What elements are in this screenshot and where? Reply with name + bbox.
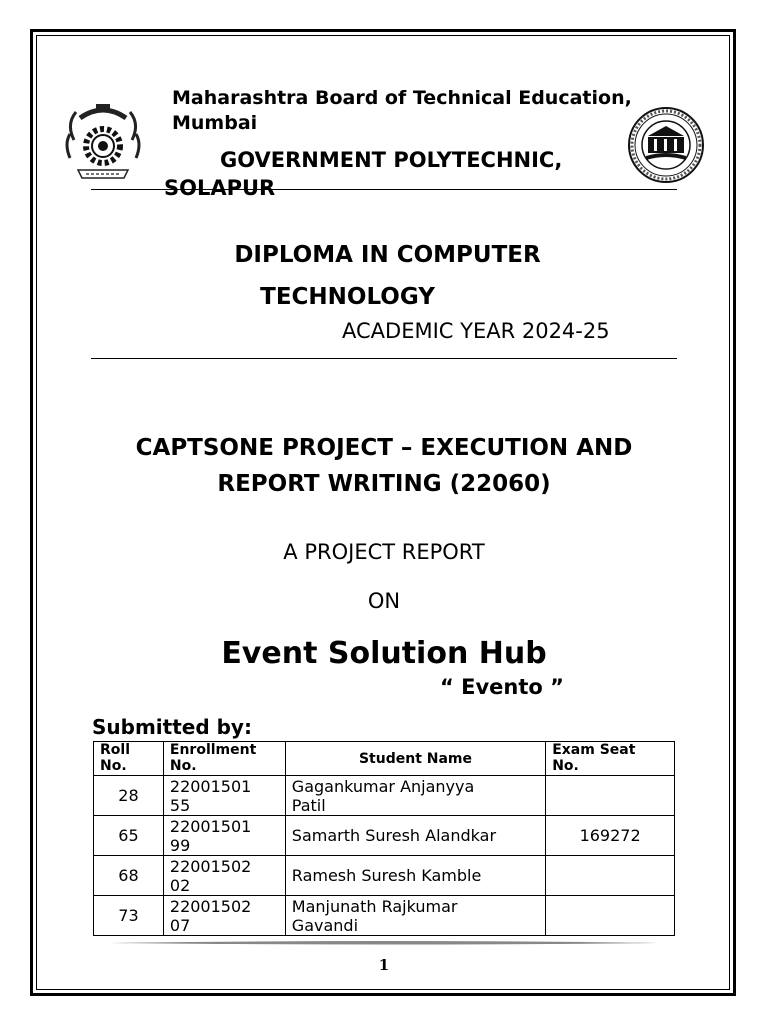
program-title-line2: TECHNOLOGY xyxy=(260,284,435,310)
header-student-name: Student Name xyxy=(285,742,545,776)
program-title-line1: DIPLOMA IN COMPUTER xyxy=(234,242,541,268)
board-name-line1: Maharashtra Board of Technical Education, xyxy=(172,87,632,109)
submitted-by-label: Submitted by: xyxy=(92,715,252,739)
header-enrollment-line2: No. xyxy=(169,758,197,774)
cell-name xyxy=(285,896,545,936)
program-title xyxy=(160,234,615,318)
cell-seat: 169272 xyxy=(546,816,675,856)
college-name-line2: SOLAPUR xyxy=(164,176,276,200)
program-divider xyxy=(91,358,677,359)
enrollment-part2: 99 xyxy=(169,835,191,855)
project-subtitle: “ Evento ” xyxy=(440,675,564,699)
name-part1: Ramesh Suresh Kamble xyxy=(291,866,482,885)
enrollment-part1: 22001501 xyxy=(169,776,252,796)
course-title-line2: REPORT WRITING (22060) xyxy=(217,471,551,497)
enrollment-part2: 02 xyxy=(169,875,191,895)
table-row xyxy=(94,776,675,816)
project-title: Event Solution Hub xyxy=(221,636,547,671)
cell-roll: 65 xyxy=(94,816,164,856)
cell-enrollment xyxy=(163,776,285,816)
header-divider xyxy=(91,189,677,190)
cell-name xyxy=(285,776,545,816)
header-enrollment-line1: Enrollment xyxy=(169,742,257,758)
enrollment-part1: 22001502 xyxy=(169,856,252,876)
college-name xyxy=(164,146,624,202)
header-enrollment-no xyxy=(163,742,285,776)
course-title xyxy=(84,430,684,502)
college-name-line1: GOVERNMENT POLYTECHNIC, xyxy=(220,148,563,172)
name-part1: Gagankumar Anjanyya xyxy=(291,776,475,796)
cell-enrollment xyxy=(163,896,285,936)
table-row xyxy=(94,816,675,856)
page-number: 1 xyxy=(378,956,390,974)
table-row xyxy=(94,856,675,896)
table-row xyxy=(94,896,675,936)
enrollment-part2: 07 xyxy=(169,915,191,935)
cell-roll: 68 xyxy=(94,856,164,896)
header-roll-no xyxy=(94,742,164,776)
cell-seat xyxy=(546,856,675,896)
footer-swoosh-divider xyxy=(110,940,658,946)
name-part2: Patil xyxy=(291,795,326,815)
name-part2: Gavandi xyxy=(291,915,359,935)
course-title-line1: CAPTSONE PROJECT – EXECUTION AND xyxy=(135,435,633,461)
cell-seat xyxy=(546,776,675,816)
header-exam-seat-no xyxy=(546,742,675,776)
cell-name xyxy=(285,856,545,896)
academic-year: ACADEMIC YEAR 2024-25 xyxy=(342,319,610,343)
name-part1: Manjunath Rajkumar xyxy=(291,896,458,916)
header-seat-line2: No. xyxy=(552,758,579,774)
report-on-label: ON xyxy=(367,589,401,613)
enrollment-part2: 55 xyxy=(169,795,191,815)
cell-roll: 73 xyxy=(94,896,164,936)
report-label: A PROJECT REPORT xyxy=(283,540,485,564)
polytechnic-emblem-icon xyxy=(60,100,146,184)
board-name xyxy=(172,86,632,136)
cell-name xyxy=(285,816,545,856)
cell-enrollment xyxy=(163,816,285,856)
enrollment-part1: 22001502 xyxy=(169,896,252,916)
header-seat-line1: Exam Seat xyxy=(552,742,636,758)
students-table xyxy=(93,741,675,936)
msbte-seal-icon xyxy=(626,106,706,184)
cell-roll: 28 xyxy=(94,776,164,816)
name-part1: Samarth Suresh Alandkar xyxy=(291,826,497,845)
header-roll-line2: No. xyxy=(100,758,127,774)
table-header-row xyxy=(94,742,675,776)
board-name-line2: Mumbai xyxy=(172,112,258,134)
enrollment-part1: 22001501 xyxy=(169,816,252,836)
header-roll-line1: Roll xyxy=(100,742,130,758)
cell-seat xyxy=(546,896,675,936)
cell-enrollment xyxy=(163,856,285,896)
